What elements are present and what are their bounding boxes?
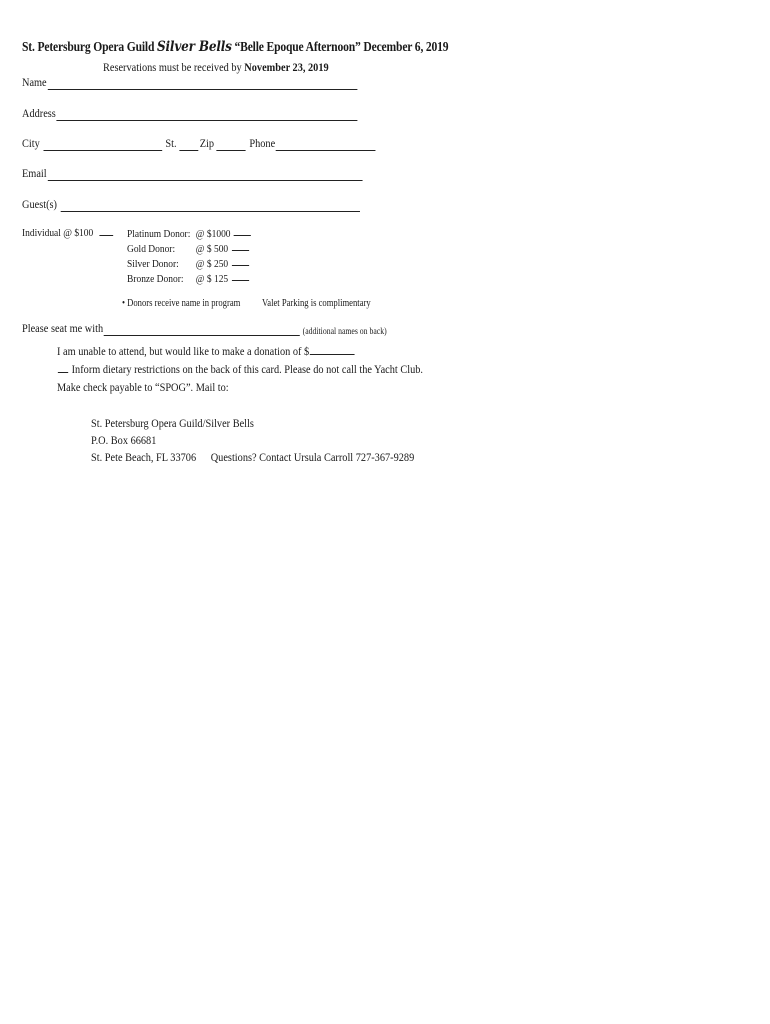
donation-text: I am unable to attend, but would like to make a donation of $ xyxy=(57,344,310,358)
valet-note: Valet Parking is complimentary xyxy=(262,298,371,309)
guests-line[interactable] xyxy=(60,199,359,212)
dietary-row[interactable] xyxy=(57,362,423,377)
donor-price: @ $ 250 xyxy=(195,258,229,270)
questions-contact: Questions? Contact Ursula Carroll 727-367-9289 xyxy=(210,450,415,464)
donor-row[interactable] xyxy=(127,272,251,287)
donor-price: @ $ 500 xyxy=(195,243,229,255)
name-field[interactable] xyxy=(22,75,357,90)
title-script: Silver Bells xyxy=(157,39,232,55)
donation-line[interactable] xyxy=(310,344,355,355)
seating-field[interactable] xyxy=(22,321,387,336)
phone-label: Phone xyxy=(249,136,276,150)
individual-blank[interactable] xyxy=(99,227,113,236)
reservations-deadline xyxy=(103,60,329,75)
zip-label: Zip xyxy=(199,136,215,150)
individual-label: Individual @ $100 xyxy=(22,227,94,239)
city-field[interactable] xyxy=(22,136,376,151)
title-prefix: St. Petersburg Opera Guild xyxy=(22,39,155,54)
donor-name: Gold Donor: xyxy=(127,243,176,255)
title-suffix: “Belle Epoque Afternoon” December 6, 2019 xyxy=(234,39,449,54)
donor-name: Platinum Donor: xyxy=(127,228,191,240)
email-line[interactable] xyxy=(48,168,363,181)
reservations-date: November 23, 2019 xyxy=(244,60,329,74)
mailing-line: P.O. Box 66681 xyxy=(91,433,157,447)
zip-line[interactable] xyxy=(217,138,246,151)
guests-field[interactable] xyxy=(22,197,360,212)
mailing-address xyxy=(91,415,414,466)
email-field[interactable] xyxy=(22,166,362,181)
dietary-blank[interactable] xyxy=(58,362,68,373)
donation-row[interactable] xyxy=(57,344,355,359)
donor-blank[interactable] xyxy=(232,257,249,266)
address-field[interactable] xyxy=(22,106,358,121)
seating-label: Please seat me with xyxy=(22,321,104,335)
donor-list xyxy=(127,227,251,287)
donor-name: Bronze Donor: xyxy=(127,273,184,285)
seating-note: (additional names on back) xyxy=(302,326,387,336)
donor-price: @ $ 125 xyxy=(195,273,229,285)
email-label: Email xyxy=(22,166,47,180)
state-line[interactable] xyxy=(179,138,198,151)
city-line[interactable] xyxy=(43,138,162,151)
mailing-line: St. Pete Beach, FL 33706 xyxy=(91,450,197,464)
donor-row[interactable] xyxy=(127,227,251,242)
dietary-text: Inform dietary restrictions on the back of this card. Please do not call the Yacht Club. xyxy=(71,362,423,376)
donor-note: • Donors receive name in program xyxy=(122,298,241,309)
address-label: Address xyxy=(22,106,56,120)
mailing-last-row xyxy=(91,449,414,466)
donor-row[interactable] xyxy=(127,242,251,257)
individual-ticket[interactable] xyxy=(22,227,113,239)
donor-name: Silver Donor: xyxy=(127,258,179,270)
name-label: Name xyxy=(22,75,47,89)
mailing-line: St. Petersburg Opera Guild/Silver Bells xyxy=(91,416,254,430)
name-line[interactable] xyxy=(48,77,358,90)
phone-line[interactable] xyxy=(276,138,376,151)
guests-label: Guest(s) xyxy=(22,197,57,211)
reservations-text: Reservations must be received by xyxy=(103,60,242,74)
seating-line[interactable] xyxy=(104,323,300,336)
address-line[interactable] xyxy=(57,108,358,121)
donor-row[interactable] xyxy=(127,257,251,272)
donor-price: @ $1000 xyxy=(195,228,231,240)
city-label: City xyxy=(22,136,40,150)
state-label: St. xyxy=(165,136,177,150)
donor-blank[interactable] xyxy=(232,272,249,281)
donor-blank[interactable] xyxy=(234,227,251,236)
page-title xyxy=(22,39,448,55)
payable-text: Make check payable to “SPOG”. Mail to: xyxy=(57,380,229,394)
donor-blank[interactable] xyxy=(232,242,249,251)
